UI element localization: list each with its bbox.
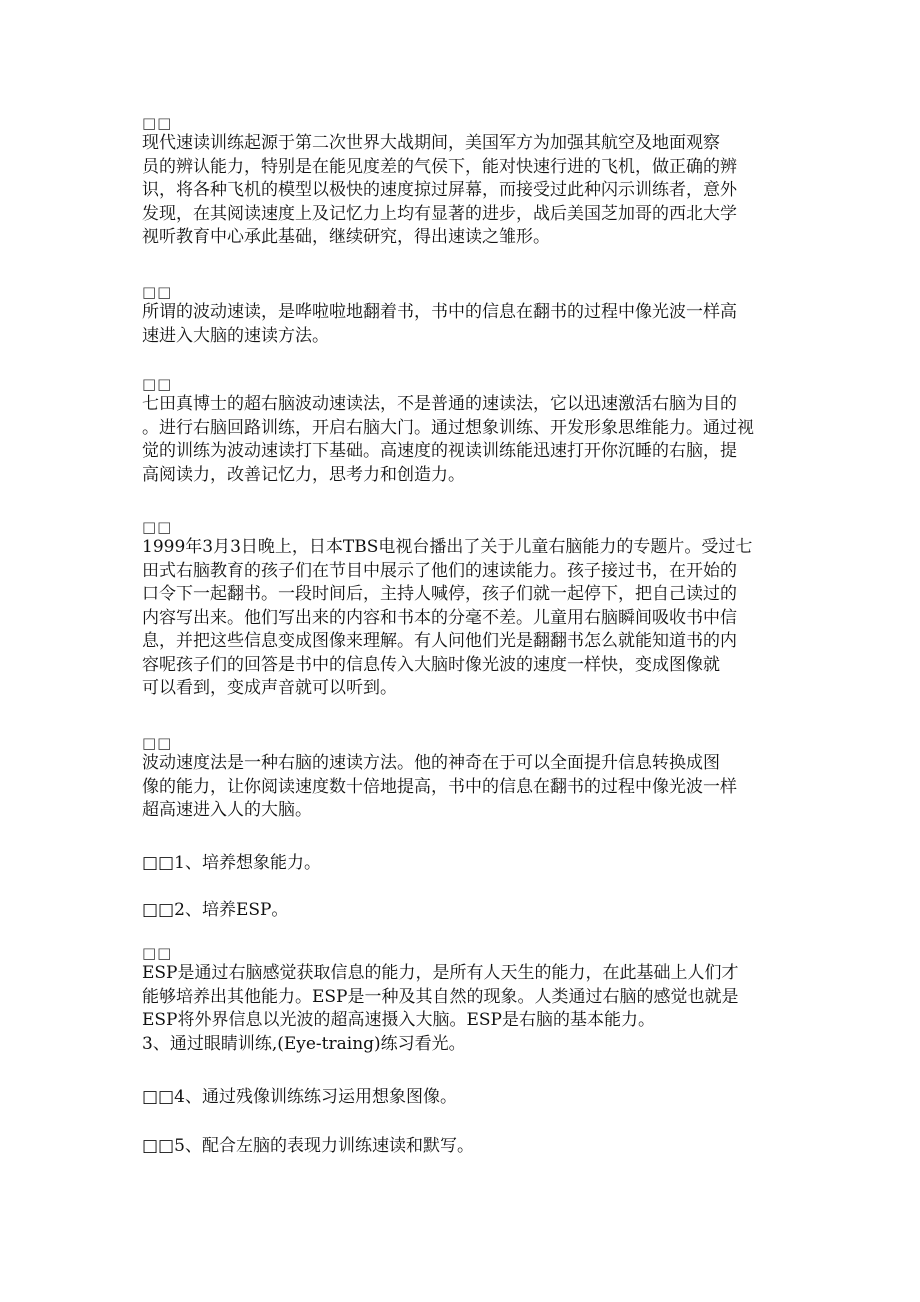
text-line: 田式右脑教育的孩子们在节目中展示了他们的速读能力。孩子接过书，在开始的 <box>142 560 737 581</box>
text-line: 超高速进入人的大脑。 <box>142 800 312 820</box>
text-line: □□4、通过残像训练练习运用想象图像。 <box>142 1087 457 1107</box>
list-item-5 <box>142 1135 782 1159</box>
text-line: 七田真博士的超右脑波动速读法，不是普通的速读法，它以迅速激活右脑为目的 <box>142 394 737 414</box>
text-line: 像的能力，让你阅读速度数十倍地提高，书中的信息在翻书的过程中像光波一样 <box>142 776 737 797</box>
text-line: 所谓的波动速读，是哗啦啦地翻着书，书中的信息在翻书的过程中像光波一样高 <box>142 302 737 322</box>
paragraph <box>142 899 782 923</box>
text-line: 容呢孩子们的回答是书中的信息传入大脑时像光波的速度一样快，变成图像就 <box>142 654 720 675</box>
paragraph <box>142 962 782 1056</box>
text-line: 内容写出来。他们写出来的内容和书本的分毫不差。儿童用右脑瞬间吸收书中信 <box>142 607 737 628</box>
text-line: 可以看到，变成声音就可以听到。 <box>142 678 397 698</box>
section-marker: □□ <box>142 283 173 301</box>
text-line: 。进行右脑回路训练，开启右脑大门。通过想象训练、开发形象思维能力。通过视 <box>142 417 754 438</box>
section-marker: □□ <box>142 375 173 393</box>
paragraph <box>142 536 782 701</box>
paragraph <box>142 393 782 487</box>
text-line: 高阅读力，改善记忆力，思考力和创造力。 <box>142 464 465 485</box>
text-line: ESP将外界信息以光波的超高速摄入大脑。ESP是右脑的基本能力。 <box>142 1010 655 1030</box>
text-line: □□5、配合左脑的表现力训练速读和默写。 <box>142 1136 474 1156</box>
paragraph <box>142 301 782 348</box>
text-line: 现代速读训练起源于第二次世界大战期间，美国军方为加强其航空及地面观察 <box>142 133 720 153</box>
section-1 <box>142 114 782 250</box>
section-marker: □□ <box>142 944 173 962</box>
paragraph <box>142 752 782 823</box>
paragraph <box>142 852 782 876</box>
text-line: □□1、培养想象能力。 <box>142 853 321 873</box>
section-3 <box>142 375 782 487</box>
list-item-1 <box>142 852 782 876</box>
text-line: 息，并把这些信息变成图像来理解。有人问他们光是翻翻书怎么就能知道书的内 <box>142 631 737 651</box>
text-line: 觉的训练为波动速读打下基础。高速度的视读训练能迅速打开你沉睡的右脑，提 <box>142 441 737 461</box>
text-line: 识，将各种飞机的模型以极快的速度掠过屏幕，而接受过此种闪示训练者，意外 <box>142 180 737 200</box>
section-2 <box>142 283 782 348</box>
text-line: 员的辨认能力，特别是在能见度差的气侯下，能对快速行进的飞机，做正确的辨 <box>142 156 737 177</box>
text-line: 1999年3月3日晚上，日本TBS电视台播出了关于儿童右脑能力的专题片。受过七 <box>142 537 753 557</box>
paragraph <box>142 1086 782 1110</box>
section-5 <box>142 734 782 823</box>
text-line: □□2、培养ESP。 <box>142 900 289 920</box>
text-line: 能够培养出其他能力。ESP是一种及其自然的现象。人类通过右脑的感觉也就是 <box>142 986 739 1007</box>
section-marker: □□ <box>142 114 173 132</box>
text-line: 速进入大脑的速读方法。 <box>142 325 329 346</box>
text-line: 发现，在其阅读速度上及记忆力上均有显著的进步，战后美国芝加哥的西北大学 <box>142 203 737 224</box>
list-item-4 <box>142 1086 782 1110</box>
text-line: 口令下一起翻书。一段时间后，主持人喊停，孩子们就一起停下，把自己读过的 <box>142 584 737 604</box>
list-item-2 <box>142 899 782 923</box>
section-8 <box>142 944 782 1056</box>
text-line: ESP是通过右脑感觉获取信息的能力，是所有人天生的能力，在此基础上人们才 <box>142 963 739 983</box>
text-line: 视听教育中心承此基础，继续研究，得出速读之雏形。 <box>142 227 550 247</box>
section-marker: □□ <box>142 518 173 536</box>
paragraph <box>142 132 782 250</box>
text-line: 波动速度法是一种右脑的速读方法。他的神奇在于可以全面提升信息转换成图 <box>142 753 720 773</box>
text-line: 3、通过眼睛训练,(Eye-traing)练习看光。 <box>142 1033 466 1054</box>
section-4 <box>142 518 782 701</box>
section-marker: □□ <box>142 734 173 752</box>
paragraph <box>142 1135 782 1159</box>
